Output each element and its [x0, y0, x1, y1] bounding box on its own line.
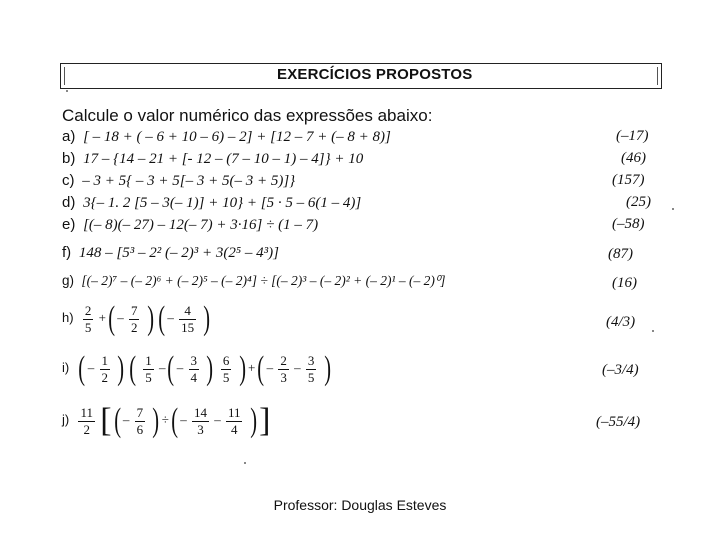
fraction: $\frac{6}{5}$ [222, 352, 230, 385]
exercise-g [62, 273, 446, 289]
fraction: $\frac{11}{2}$ [80, 404, 93, 437]
exercise-label: c) [62, 172, 75, 189]
fraction: $\frac{4}{15}$ [181, 302, 195, 335]
fraction: $\frac{3}{5}$ [307, 352, 315, 385]
scan-speck [672, 208, 674, 210]
page-title: EXERCÍCIOS PROPOSTOS [277, 66, 473, 83]
scan-speck [66, 90, 68, 92]
exercise-answer: (–55/4) [596, 414, 641, 430]
exercise-i: i) ( – $\frac{1}{2}$ ) ( $\frac{1}{5}$ –( – $\frac{3}{4}$ ) $\frac{6}{5}$ ) +( – $\frac{2}{3}$ – $\frac{3}{5}$ ) [62, 350, 331, 387]
fraction: $\frac{1}{2}$ [101, 352, 109, 385]
exercise-answer: (157) [612, 172, 645, 188]
exercise-answer: (46) [621, 150, 646, 166]
exercise-e [62, 216, 318, 234]
exercise-answer: (4/3) [606, 314, 636, 330]
exercise-expression: 148 – [5³ – 2² (– 2)³ + 3(2⁵ – 4³)] [78, 245, 279, 261]
exercise-a [62, 128, 391, 146]
exercise-expression: – 3 + 5{ – 3 + 5[– 3 + 5(– 3 + 5)]} [82, 173, 296, 189]
instruction-text: Calcule o valor numérico das expressões abaixo: [62, 106, 433, 125]
exercise-c [62, 172, 295, 190]
fraction: $\frac{3}{4}$ [190, 352, 198, 385]
fraction: $\frac{14}{3}$ [193, 404, 207, 437]
exercise-label: g) [62, 273, 75, 288]
fraction: $\frac{7}{6}$ [136, 404, 144, 437]
exercise-label: h) [62, 309, 74, 325]
exercise-label: i) [62, 359, 70, 375]
exercise-label: b) [62, 150, 76, 167]
scan-speck [244, 462, 246, 464]
exercise-expression: [ – 18 + ( – 6 + 10 – 6) – 2] + [12 – 7 + (– 8 + 8)] [83, 129, 391, 145]
fraction: $\frac{7}{2}$ [130, 302, 138, 335]
exercise-answer: (–3/4) [602, 362, 639, 378]
exercise-label: e) [62, 216, 76, 233]
exercise-f [62, 244, 279, 262]
exercise-j: j) $\frac{11}{2}$ [( – $\frac{7}{6}$ ) ÷( – $\frac{14}{3}$ – $\frac{11}{4}$ )] [62, 402, 271, 439]
exercise-expression: [(– 2)⁷ – (– 2)⁶ + (– 2)⁵ – (– 2)⁴] ÷ [(– 2)³ – (– 2)² + (– 2)¹ – (– 2)⁰] [81, 273, 446, 288]
exercise-h: h) $\frac{2}{5}$ +( – $\frac{7}{2}$ ) ( – $\frac{4}{15}$ ) [62, 300, 211, 337]
footer-text: Professor: Douglas Esteves [273, 497, 447, 513]
exercise-answer: (25) [626, 194, 651, 210]
exercise-answer: (87) [608, 246, 633, 262]
fraction: $\frac{2}{3}$ [280, 352, 287, 385]
exercise-answer: (–17) [616, 128, 649, 144]
exercise-answer: (–58) [612, 216, 645, 232]
fraction: $\frac{1}{5}$ [145, 352, 152, 385]
exercise-expression: 17 – {14 – 21 + [- 12 – (7 – 10 – 1) – 4]} + 10 [83, 151, 364, 167]
fraction: $\frac{11}{4}$ [227, 404, 241, 437]
exercise-label: j) [62, 411, 70, 427]
fraction: $\frac{2}{5}$ [84, 302, 92, 335]
exercise-answer: (16) [612, 275, 637, 291]
scan-speck [652, 330, 654, 332]
exercise-expression: 3{– 1. 2 [5 – 3(– 1)] + 10} + [5 · 5 – 6(1 – 4)] [83, 195, 362, 211]
exercise-d [62, 194, 361, 212]
exercise-label: d) [62, 194, 76, 211]
exercise-expression: [(– 8)(– 27) – 12(– 7) + 3·16] ÷ (1 – 7) [83, 217, 319, 233]
exercise-label: a) [62, 128, 76, 145]
exercise-label: f) [62, 244, 72, 261]
exercise-b [62, 150, 363, 168]
